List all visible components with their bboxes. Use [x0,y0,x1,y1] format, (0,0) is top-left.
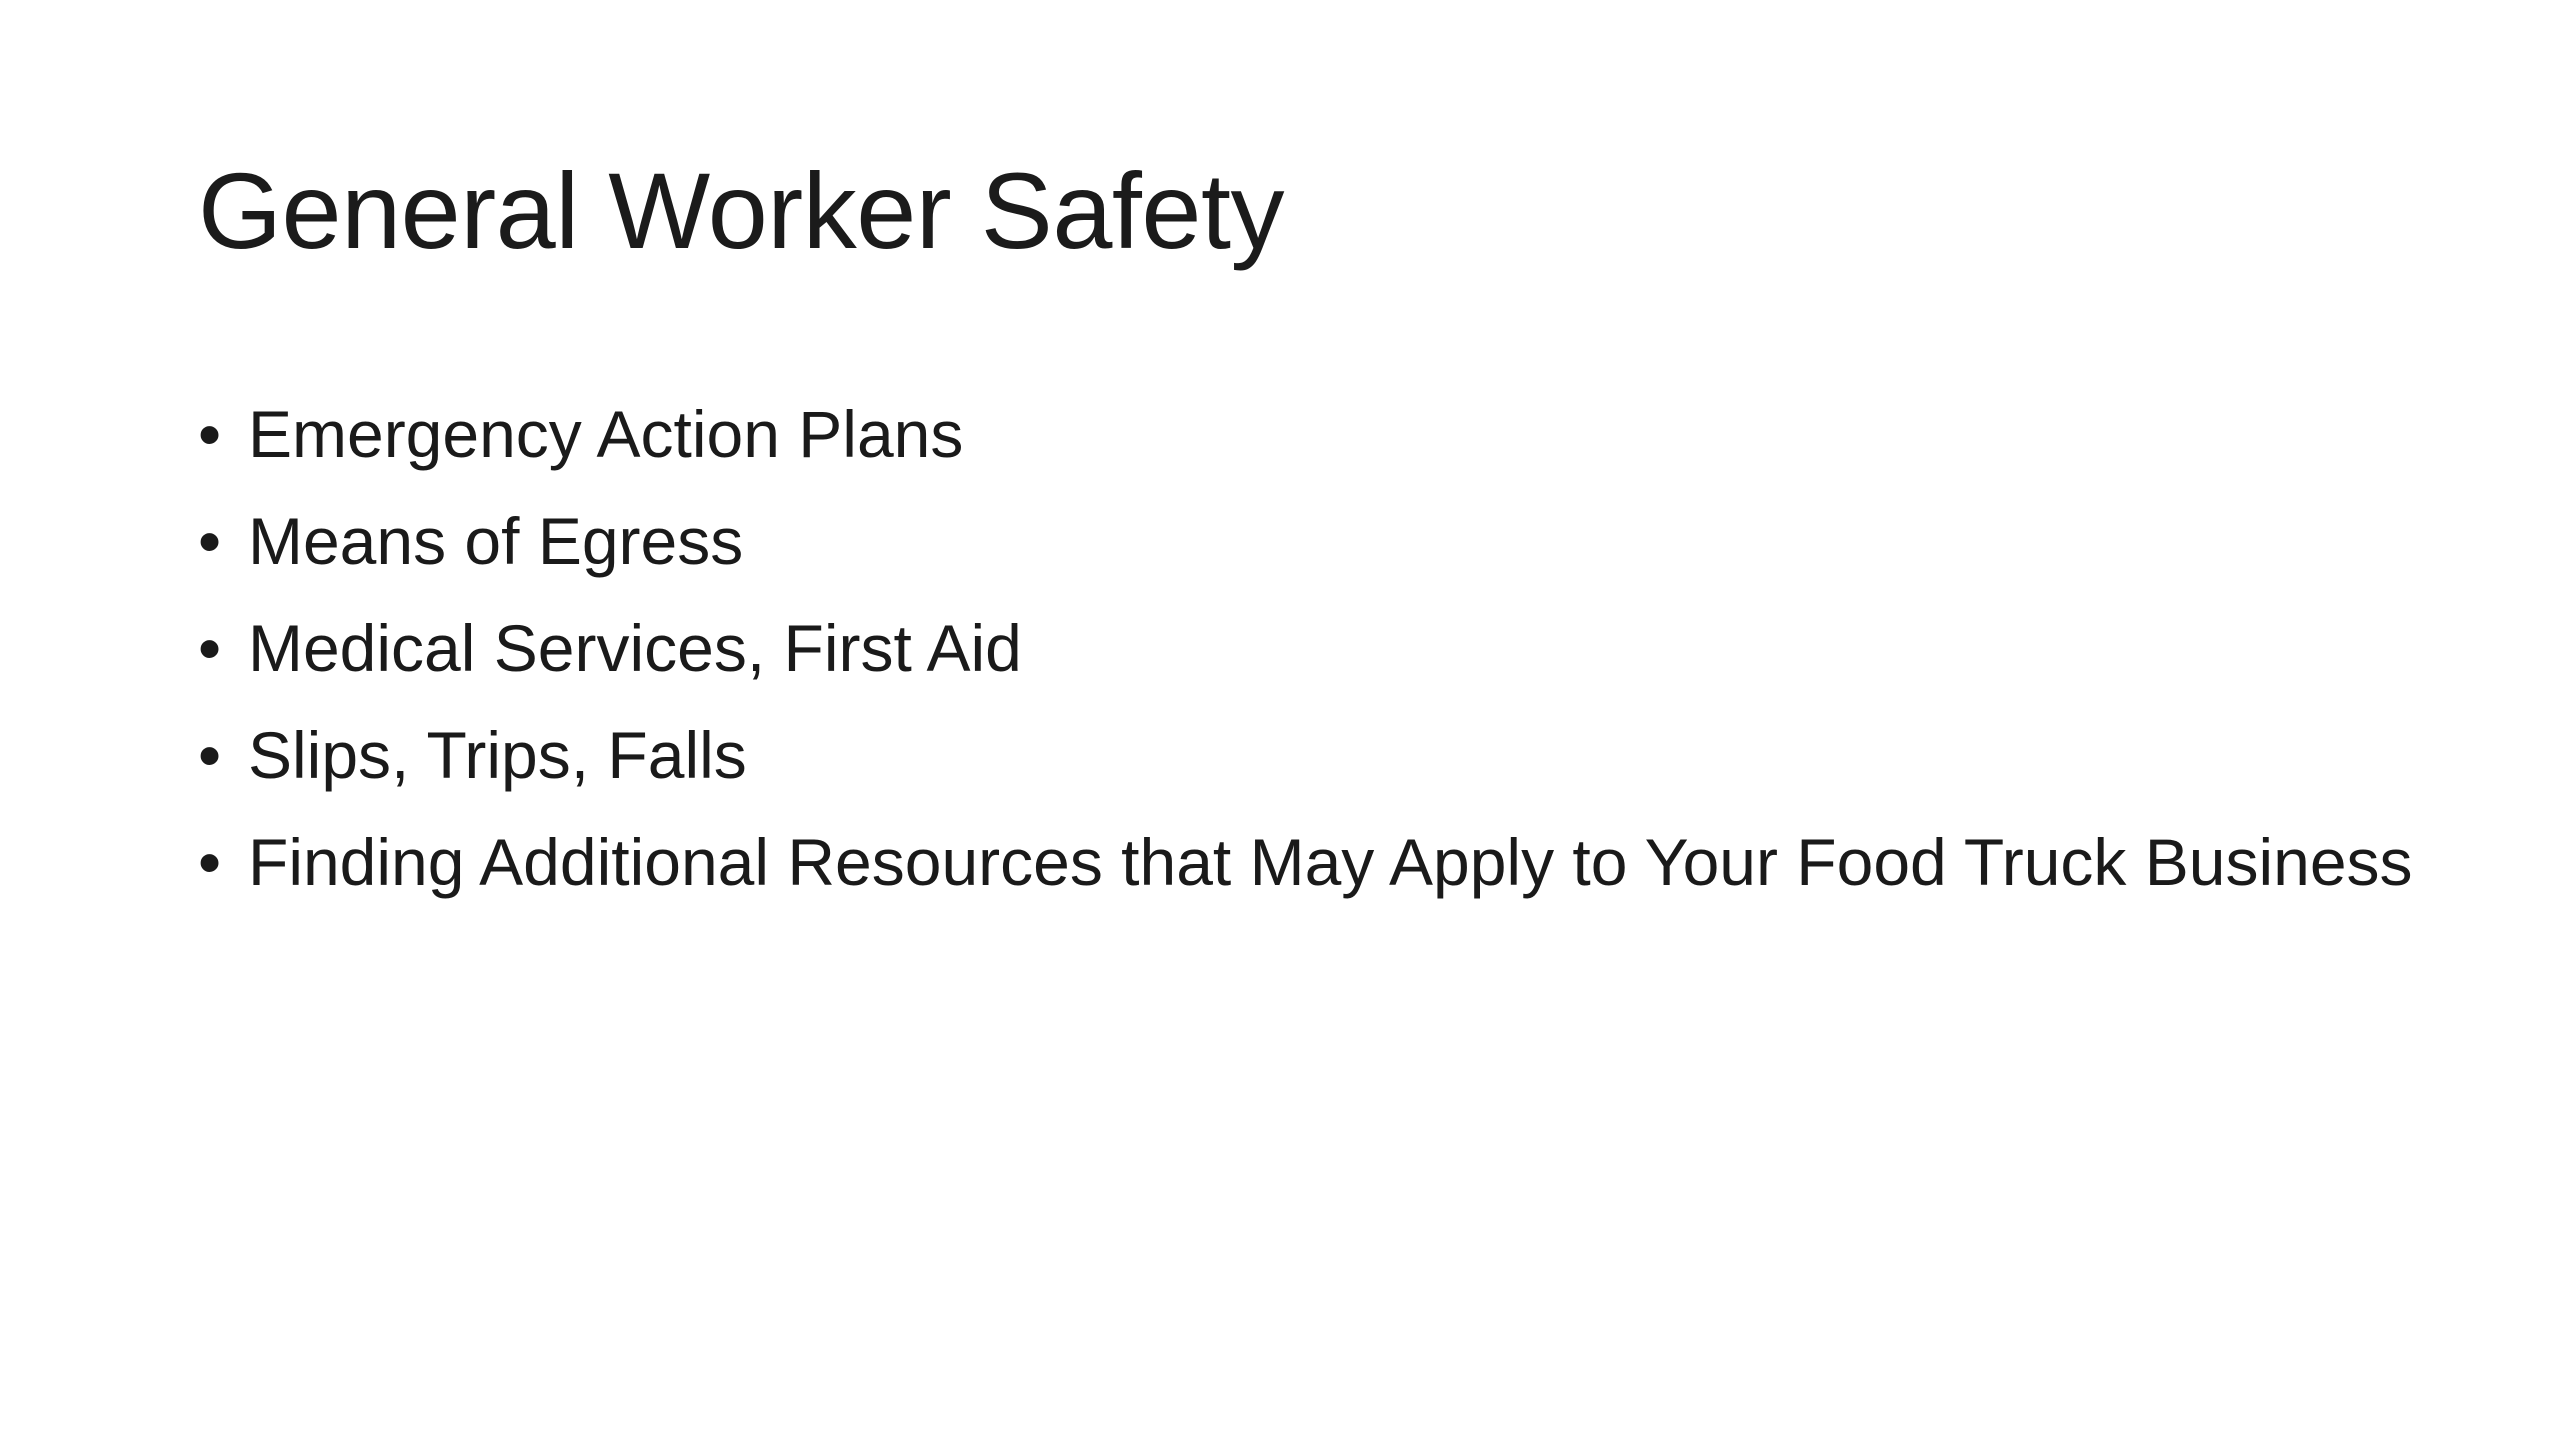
list-item [198,822,2428,903]
list-item [198,394,2428,475]
bullet-text: Slips, Trips, Falls [248,718,747,792]
bullet-icon: • [198,504,222,578]
bullet-text: Medical Services, First Aid [248,611,1022,685]
slide-title: General Worker Safety [198,150,1284,271]
bullet-icon: • [198,718,222,792]
list-item [198,715,2428,796]
list-item [198,501,2428,582]
list-item [198,608,2428,689]
bullet-icon: • [198,397,222,471]
bullet-icon: • [198,611,222,685]
bullet-list [198,394,2428,929]
bullet-text: Emergency Action Plans [248,397,964,471]
bullet-icon: • [198,825,222,899]
bullet-text: Means of Egress [248,504,744,578]
bullet-text: Finding Additional Resources that May Apply to Your Food Truck Business [248,825,2413,899]
